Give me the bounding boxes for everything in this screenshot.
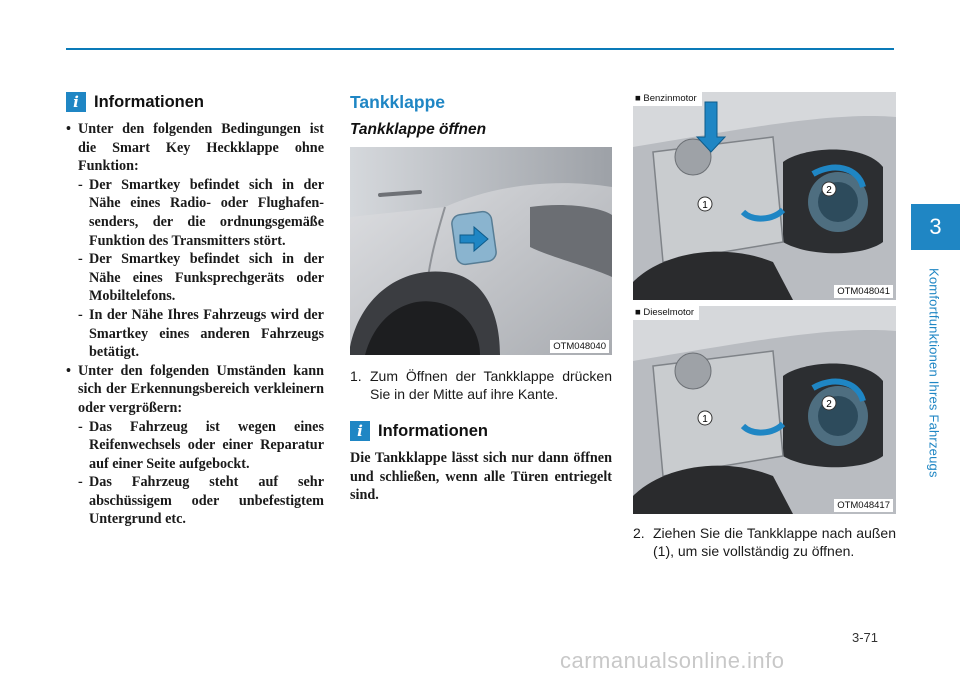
sub-item: - Der Smartkey befindet sich in der Nähe eines Funksprechgeräts oder Mobiltelefons. <box>78 250 324 306</box>
step-text: Zum Öffnen der Tankklappe drücken Sie in der Mitte auf ihre Kante. <box>370 368 612 402</box>
info-text: Die Tankklappe lässt sich nur dann öffnen und schließen, wenn alle Türen entriegelt sind. <box>350 450 612 504</box>
info-title: Informationen <box>378 421 488 440</box>
bullet-item <box>66 120 324 362</box>
chapter-number-tab: 3 <box>911 204 960 250</box>
bullet-text: • Unter den folgenden Umständen kann sich der Erkennungsbereich verkleinern oder vergrößern: <box>78 362 324 416</box>
callout-1: 1 <box>702 414 708 425</box>
info-icon: i <box>350 421 370 441</box>
watermark: carmanualsonline.info <box>560 648 785 673</box>
chapter-title <box>922 255 946 490</box>
header-rule <box>66 48 894 50</box>
bullet-item <box>66 362 324 529</box>
right-column <box>633 92 896 560</box>
fuel-door-open-petrol-figure <box>633 92 896 300</box>
sub-list <box>78 418 324 530</box>
callout-1: 1 <box>702 200 708 211</box>
engine-type-tag: ■ Dieselmotor <box>633 306 699 320</box>
step-number: 2. <box>633 525 645 541</box>
figure-code: OTM048041 <box>834 285 893 298</box>
sub-list <box>78 176 324 362</box>
sub-item: - Der Smartkey befindet sich in der Nähe eines Radio- oder Flughafen-senders, der die ordnungsgemäße Funktion des Transmitters stört. <box>78 176 324 250</box>
fuel-door-open-diesel-figure <box>633 306 896 514</box>
sub-item: - Das Fahrzeug steht auf sehr abschüssigem oder unbefestigtem Untergrund etc. <box>78 473 324 529</box>
fuel-door-closed-figure <box>350 147 612 355</box>
info-box-header <box>350 421 612 441</box>
middle-column <box>350 92 612 505</box>
section-title: Tankklappe <box>350 92 445 112</box>
sub-item: - Das Fahrzeug ist wegen eines Reifenwechsels oder einer Reparatur auf einer Seite aufgebockt. <box>78 418 324 474</box>
step-number: 1. <box>350 368 362 384</box>
step-2 <box>633 524 896 560</box>
info-icon: i <box>66 92 86 112</box>
engine-type-tag: ■ Benzinmotor <box>633 92 702 106</box>
callout-2: 2 <box>826 185 832 196</box>
left-column <box>66 92 324 529</box>
step-text: Ziehen Sie die Tankklappe nach außen (1), um sie vollständig zu öffnen. <box>653 525 896 559</box>
info-box-header <box>66 92 324 112</box>
figure-code: OTM048417 <box>834 499 893 512</box>
subsection-title: Tankklappe öffnen <box>350 121 487 138</box>
callout-2: 2 <box>826 399 832 410</box>
info-bullet-list <box>66 120 324 529</box>
figure-code: OTM048040 <box>550 340 609 353</box>
bullet-text: • Unter den folgenden Bedingungen ist die Smart Key Heckklappe ohne Funktion: <box>78 121 324 175</box>
page-number: 3-71 <box>852 630 879 645</box>
info-title: Informationen <box>94 92 204 111</box>
step-1 <box>350 367 612 403</box>
chapter-title-text: Komfortfunktionen Ihres Fahrzeugs <box>926 267 942 478</box>
sub-item: - In der Nähe Ihres Fahrzeugs wird der Smartkey eines anderen Fahrzeugs betätigt. <box>78 306 324 362</box>
